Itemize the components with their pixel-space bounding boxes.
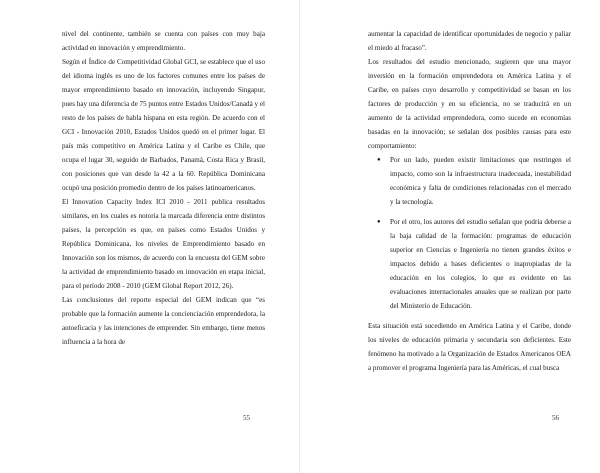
paragraph: aumentar la capacidad de identificar oportunidades de negocio y paliar el miedo al fracaso”. (368, 30, 571, 52)
bullet-icon: ● (377, 157, 381, 163)
page-number: 56 (552, 414, 559, 422)
paragraph: Las conclusiones del reporte especial del GEM indican que “es probable que la formación aumente la concienciación emprendedora, la autoeficacia y las intenciones de emprender. Sin embargo, tiene menos influencia a la hora de (62, 296, 265, 346)
right-page (300, 0, 600, 473)
paragraph: Los resultados del estudio mencionado, sugieren que una mayor inversión en la formación emprendedora en América Latina y el Caribe, en países cuyo desarrollo y competitividad se basan en los factores de producción y en su eficiencia, no se traducirá en un aumento de la actividad emprendedora, como sucede en economías basadas en la innovación; se señalan dos posibles causas para este comportamiento: (368, 58, 571, 150)
list-item-text: Por un lado, pueden existir limitaciones que restringen el impacto, como son la infraestructura inadecuada, inestabilidad económica y falta de condiciones relacionadas con el mercado y la tecnología. (390, 156, 571, 206)
bullet-icon: ● (377, 219, 381, 225)
list-item (377, 153, 571, 209)
bullet-list (368, 153, 571, 313)
list-item (377, 215, 571, 313)
paragraph: El Innovation Capacity Index ICI 2010 - 2011 publica resultados similares, en los cuales es notoria la marcada diferencia entre distintos países, la percepción es que, en países como Estados Unidos y República Dominicana, los niveles de Emprendimiento basado en Innovación son los mismos, de acuerdo con la encuesta del GEM sobre la actividad de emprendimiento basado en innovación en etapa inicial, para el período 2008 - 2010 (GEM Global Report 2012, 26). (62, 198, 265, 290)
paragraph: Esta situación está sucediendo en América Latina y el Caribe, donde los niveles de educación primaria y secundaria son deficientes. Este fenómeno ha motivado a la Organización de Estados Americanos OEA a promover el programa Ingeniería para las Américas, el cual busca (368, 322, 571, 372)
paragraph: nivel del continente, también se cuenta con países con muy baja actividad en innovación y emprendimiento. (62, 30, 265, 52)
right-page-text (368, 27, 571, 375)
paragraph: Según el Índice de Competitividad Global GCI, se establece que el uso del idioma inglés es uno de los factores comunes entre los países de mayor emprendimiento basado en innovación, incluyendo Singapur, pues hay una diferencia de 75 puntos entre Estados Unidos/Canadá y el resto de los países de habla hispana en esta región. De acuerdo con el GCI - Innovación 2010, Estados Unidos quedó en el primer lugar. El país más competitivo en América Latina y el Caribe es Chile, que ocupa el lugar 30, seguido de Barbados, Panamá, Costa Rica y Brasil, con posiciones que van desde la 42 a la 60. República Dominicana ocupó una posición promedio dentro de los países latinoamericanos. (62, 58, 265, 192)
left-page-text (62, 27, 265, 349)
list-item-text: Por el otro, los autores del estudio señalan que podría deberse a la baja calidad de la formación: programas de educación superior en Ciencias e Ingeniería no tienen grandes éxitos e impactos debido a bases deficientes o inapropiadas de la educación en los colegios, lo que es evidente en las evaluaciones internacionales anuales que se realizan por parte del Ministerio de Educación. (390, 218, 571, 310)
page-number: 55 (243, 414, 250, 422)
